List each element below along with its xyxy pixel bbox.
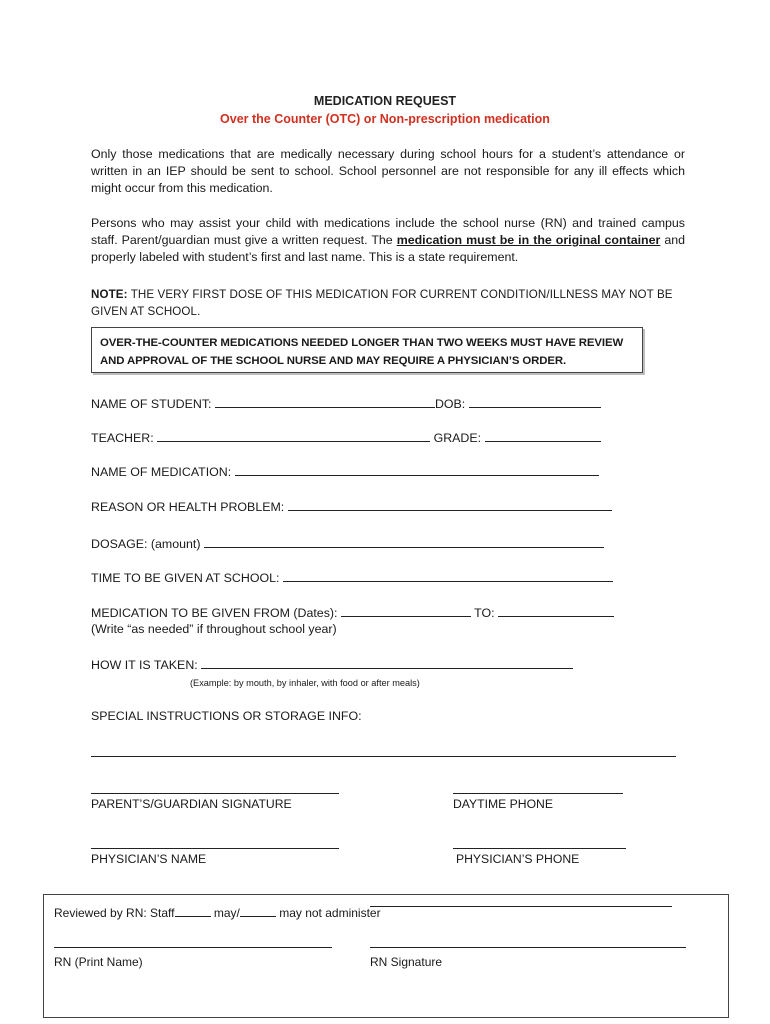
may-label: may/ [213,906,240,920]
teacher-field[interactable] [157,430,430,442]
form-title: MEDICATION REQUEST [313,94,457,108]
intro-paragraph-1: Only those medications that are medically necessary during school hours for a student’s attendance or written in an IEP should be sent to school. School personnel are not responsible for any ill effects which might occur from this medication. [91,147,685,195]
reviewed-by-label: Reviewed by RN: Staff [54,906,175,920]
rn-top-line [370,906,672,907]
medication-name-field[interactable] [235,464,599,476]
warning-line-1: OVER-THE-COUNTER MEDICATIONS NEEDED LONGER THAN TWO WEEKS MUST HAVE REVIEW [100,337,624,349]
parent-signature-line[interactable] [91,793,339,794]
student-name-field[interactable] [215,396,435,408]
dosage-label: DOSAGE: (amount) [91,537,201,551]
may-not-field[interactable] [240,905,276,917]
teacher-row [91,430,601,445]
physician-name-label: PHYSICIAN’S NAME [91,852,207,866]
special-instructions-label: SPECIAL INSTRUCTIONS OR STORAGE INFO: [91,709,362,723]
as-needed-note: (Write “as needed” if throughout school year) [91,622,337,636]
medication-name-row [91,464,599,479]
how-taken-row [91,657,573,672]
teacher-label: TEACHER: [91,431,154,445]
form-subtitle: Over the Counter (OTC) or Non-prescription medication [220,112,550,126]
rn-reviewed-row [54,905,381,920]
daytime-phone-line[interactable] [453,793,623,794]
reason-label: REASON OR HEALTH PROBLEM: [91,500,285,514]
rn-signature-label: RN Signature [370,955,443,969]
student-name-label: NAME OF STUDENT: [91,397,212,411]
special-instructions-field[interactable] [91,756,676,757]
physician-phone-line[interactable] [453,848,626,849]
otc-warning-box [91,327,643,373]
intro-p2-end: and properly labeled with student’s first and last name. This is a state requirement. [91,233,685,264]
how-taken-example-text: (Example: by mouth, by inhaler, with food or after meals) [190,678,420,688]
dob-field[interactable] [469,396,601,408]
given-to-field[interactable] [498,605,614,617]
rn-print-name-label: RN (Print Name) [54,955,143,969]
original-container-emphasis: medication must be in the original container [396,233,661,247]
given-from-row [91,605,614,620]
time-given-row [91,570,613,585]
to-label: TO: [474,606,495,620]
dob-label: DOB: [434,397,466,411]
how-taken-label: HOW IT IS TAKEN: [91,658,198,672]
daytime-phone-label: DAYTIME PHONE [453,797,553,811]
intro-paragraph-2 [91,215,685,266]
grade-label: GRADE: [433,431,482,445]
rn-signature-line[interactable] [370,947,686,948]
how-taken-field[interactable] [201,657,573,669]
may-not-label: may not administer [279,906,381,920]
time-given-field[interactable] [283,570,613,582]
intro-p2-start: Persons who may assist your child with medications include the school nurse (RN) and trained campus staff. Parent/guardian must give a written request. The [91,216,685,247]
first-dose-note [91,286,685,320]
given-from-field[interactable] [341,605,471,617]
rn-print-name-line[interactable] [54,947,332,948]
warning-line-2: AND APPROVAL OF THE SCHOOL NURSE AND MAY REQUIRE A PHYSICIAN’S ORDER. [100,355,567,367]
physician-name-line[interactable] [91,848,339,849]
medication-name-label: NAME OF MEDICATION: [91,465,232,479]
time-given-label: TIME TO BE GIVEN AT SCHOOL: [91,571,280,585]
student-name-row [91,396,601,411]
grade-field[interactable] [485,430,601,442]
physician-phone-label: PHYSICIAN’S PHONE [456,852,580,866]
reason-row [91,499,612,514]
note-label: NOTE: [91,288,128,301]
reason-field[interactable] [288,499,612,511]
parent-signature-label: PARENT’S/GUARDIAN SIGNATURE [91,797,292,811]
note-text: THE VERY FIRST DOSE OF THIS MEDICATION FOR CURRENT CONDITION/ILLNESS MAY NOT BE GIVEN AT SCHOOL. [91,288,673,318]
how-taken-example [190,675,420,689]
dosage-field[interactable] [204,536,604,548]
given-from-label: MEDICATION TO BE GIVEN FROM (Dates): [91,606,338,620]
dosage-row [91,536,604,551]
staff-field[interactable] [175,905,211,917]
